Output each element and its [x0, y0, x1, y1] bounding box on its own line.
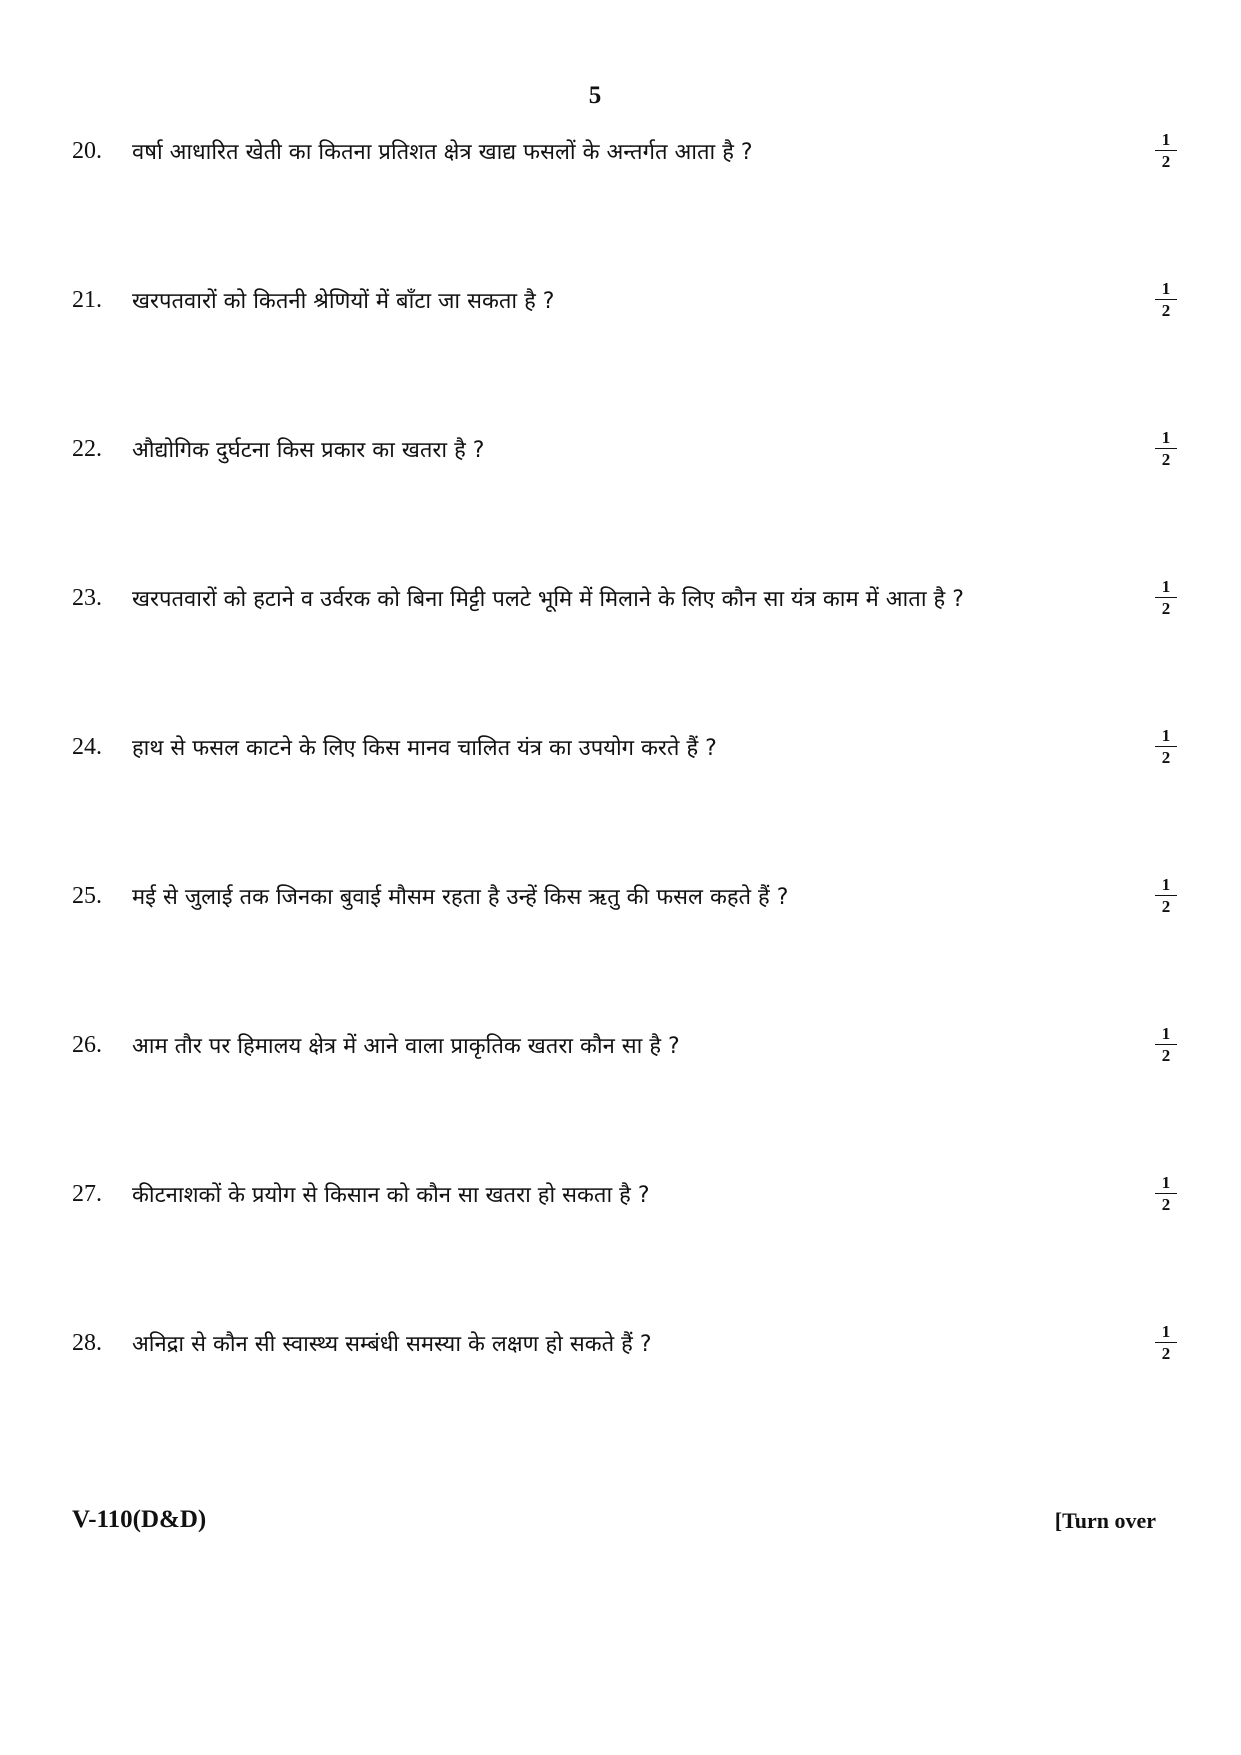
- question-27: [72, 1173, 1177, 1233]
- marks-numerator: 1: [1155, 1322, 1177, 1343]
- question-28: [72, 1322, 1177, 1382]
- marks-fraction: [1155, 279, 1177, 320]
- question-number: 20.: [72, 138, 102, 164]
- question-text: कीटनाशकों के प्रयोग से किसान को कौन सा खतरा हो सकता है ?: [132, 1183, 650, 1208]
- question-26: [72, 1024, 1177, 1084]
- marks-numerator: 1: [1155, 130, 1177, 151]
- question-23: [72, 577, 1177, 637]
- marks-numerator: 1: [1155, 1173, 1177, 1194]
- question-20: [72, 130, 1177, 190]
- paper-code: V-110(D&D): [72, 1506, 207, 1533]
- marks-fraction: [1155, 726, 1177, 767]
- marks-fraction: [1155, 428, 1177, 469]
- question-number: 26.: [72, 1032, 102, 1058]
- marks-denominator: 2: [1161, 897, 1171, 916]
- question-number: 27.: [72, 1181, 102, 1207]
- page-number: 5: [588, 82, 602, 109]
- question-number: 21.: [72, 287, 102, 313]
- marks-denominator: 2: [1161, 599, 1171, 618]
- question-number: 28.: [72, 1330, 102, 1356]
- question-text: हाथ से फसल काटने के लिए किस मानव चालित यंत्र का उपयोग करते हैं ?: [132, 736, 717, 761]
- marks-fraction: [1155, 577, 1177, 618]
- question-text: आम तौर पर हिमालय क्षेत्र में आने वाला प्राकृतिक खतरा कौन सा है ?: [132, 1034, 680, 1059]
- marks-numerator: 1: [1155, 1024, 1177, 1045]
- marks-denominator: 2: [1161, 450, 1171, 469]
- marks-denominator: 2: [1161, 152, 1171, 171]
- marks-denominator: 2: [1161, 748, 1171, 767]
- question-text: खरपतवारों को हटाने व उर्वरक को बिना मिट्टी पलटे भूमि में मिलाने के लिए कौन सा यंत्र काम में आता है ?: [132, 587, 964, 612]
- marks-denominator: 2: [1161, 301, 1171, 320]
- question-number: 25.: [72, 883, 102, 909]
- question-number: 24.: [72, 734, 102, 760]
- marks-denominator: 2: [1161, 1195, 1171, 1214]
- question-text: वर्षा आधारित खेती का कितना प्रतिशत क्षेत्र खाद्य फसलों के अन्तर्गत आता है ?: [132, 140, 753, 165]
- marks-denominator: 2: [1161, 1344, 1171, 1363]
- marks-fraction: [1155, 1024, 1177, 1065]
- question-22: [72, 428, 1177, 488]
- marks-fraction: [1155, 1322, 1177, 1363]
- marks-numerator: 1: [1155, 726, 1177, 747]
- question-text: खरपतवारों को कितनी श्रेणियों में बाँटा जा सकता है ?: [132, 289, 555, 314]
- marks-fraction: [1155, 130, 1177, 171]
- question-21: [72, 279, 1177, 339]
- question-number: 23.: [72, 585, 102, 611]
- question-25: [72, 875, 1177, 935]
- turn-over-note: [Turn over: [1054, 1508, 1156, 1533]
- question-number: 22.: [72, 436, 102, 462]
- marks-numerator: 1: [1155, 279, 1177, 300]
- marks-fraction: [1155, 1173, 1177, 1214]
- question-text: औद्योगिक दुर्घटना किस प्रकार का खतरा है ?: [132, 438, 485, 463]
- marks-fraction: [1155, 875, 1177, 916]
- question-24: [72, 726, 1177, 786]
- question-text: मई से जुलाई तक जिनका बुवाई मौसम रहता है उन्हें किस ऋतु की फसल कहते हैं ?: [132, 885, 789, 910]
- marks-numerator: 1: [1155, 428, 1177, 449]
- marks-numerator: 1: [1155, 875, 1177, 896]
- marks-numerator: 1: [1155, 577, 1177, 598]
- marks-denominator: 2: [1161, 1046, 1171, 1065]
- question-text: अनिद्रा से कौन सी स्वास्थ्य सम्बंधी समस्या के लक्षण हो सकते हैं ?: [132, 1332, 652, 1357]
